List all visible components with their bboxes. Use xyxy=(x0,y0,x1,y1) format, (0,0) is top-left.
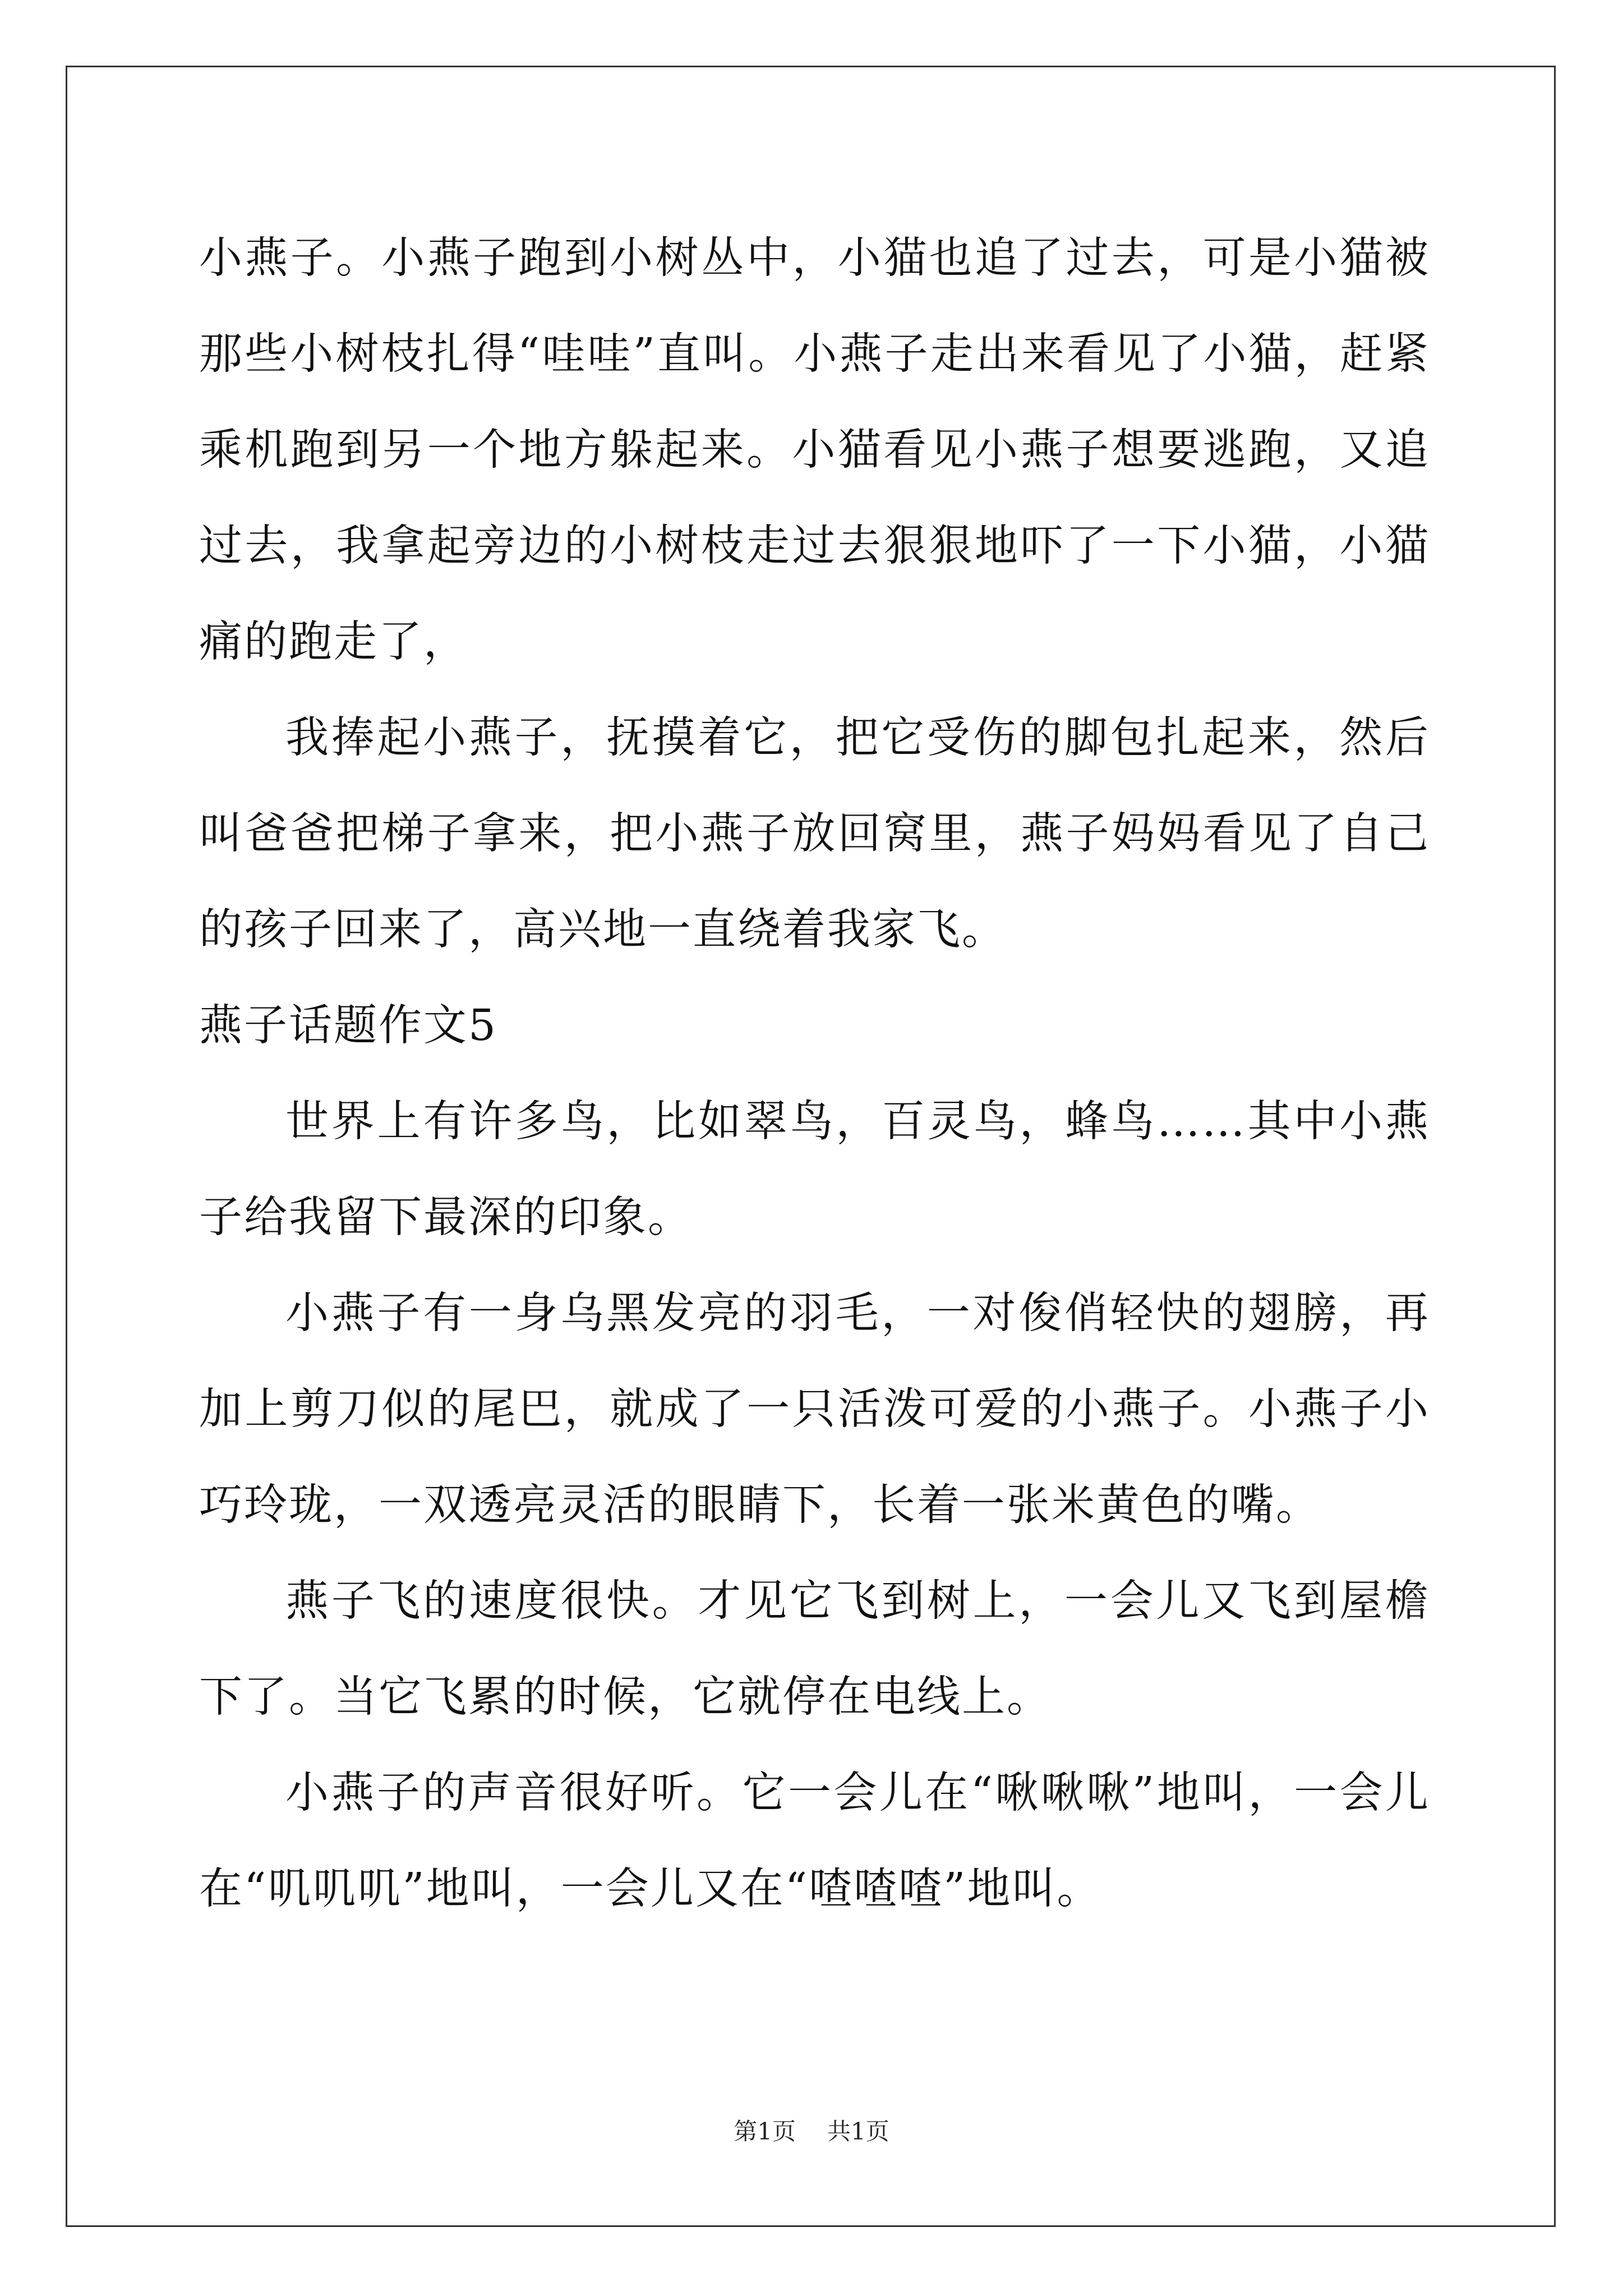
paragraph: 小燕子的声音很好听。它一会儿在“啾啾啾”地叫，一会儿在“叽叽叽”地叫，一会儿又在“喳喳喳”地叫。 xyxy=(199,1768,1430,1914)
page-footer xyxy=(0,2115,1623,2148)
paragraph: 小燕子有一身乌黑发亮的羽毛，一对俊俏轻快的翅膀，再加上剪刀似的尾巴，就成了一只活泼可爱的小燕子。小燕子小巧玲珑，一双透亮灵活的眼睛下，长着一张米黄色的嘴。 xyxy=(199,1289,1430,1530)
page-total: 共1页 xyxy=(827,2118,889,2145)
paragraph: 燕子飞的速度很快。才见它飞到树上，一会儿又飞到屋檐下了。当它飞累的时候，它就停在电线上。 xyxy=(199,1576,1430,1722)
paragraph: 我捧起小燕子，抚摸着它，把它受伤的脚包扎起来，然后叫爸爸把梯子拿来，把小燕子放回窝里，燕子妈妈看见了自己的孩子回来了，高兴地一直绕着我家飞。 xyxy=(199,713,1430,955)
paragraph: 小燕子。小燕子跑到小树丛中，小猫也追了过去，可是小猫被那些小树枝扎得“哇哇”直叫。小燕子走出来看见了小猫，赶紧乘机跑到另一个地方躲起来。小猫看见小燕子想要逃跑，又追过去，我拿起旁边的小树枝走过去狠狠地吓了一下小猫，小猫痛的跑走了， xyxy=(199,233,1430,667)
page-number: 第1页 xyxy=(734,2118,796,2145)
section-title: 燕子话题作文5 xyxy=(199,1001,497,1051)
paragraph: 世界上有许多鸟，比如翠鸟，百灵鸟，蜂鸟……其中小燕子给我留下最深的印象。 xyxy=(199,1097,1430,1243)
document-body xyxy=(199,210,1430,1937)
